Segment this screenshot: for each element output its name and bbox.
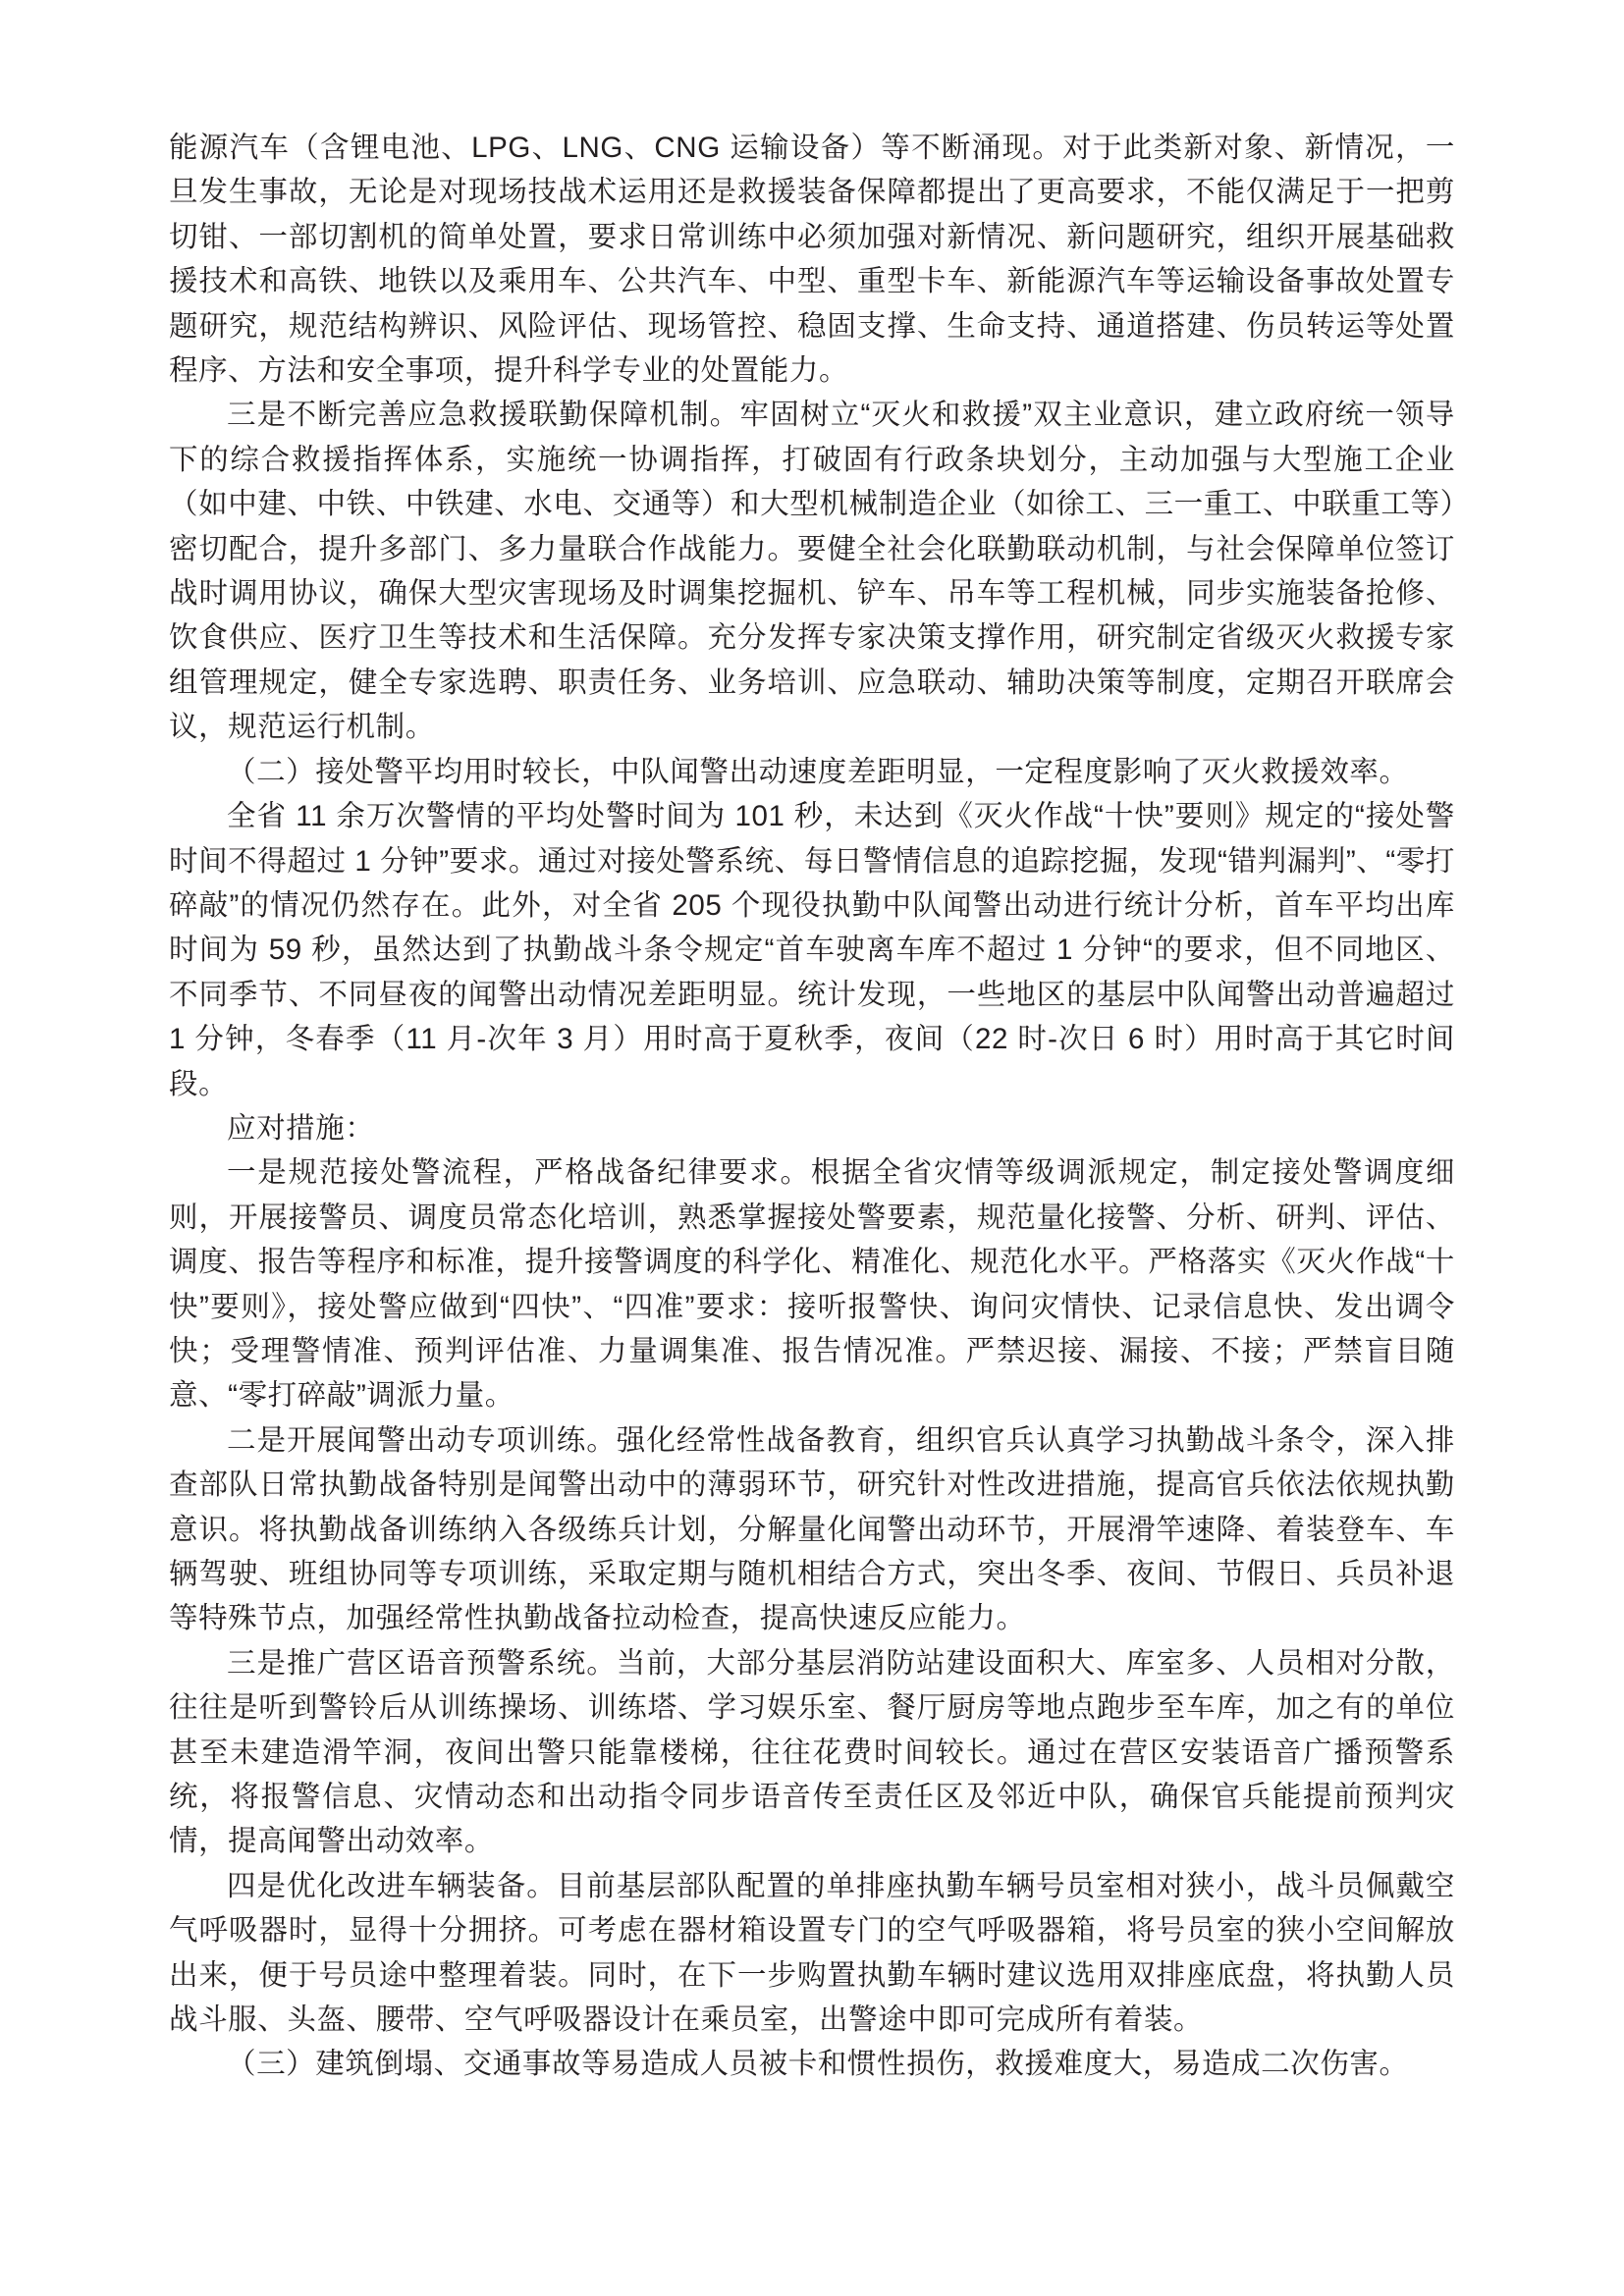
paragraph-continued-new-energy-vehicles: 能源汽车（含锂电池、LPG、LNG、CNG 运输设备）等不断涌现。对于此类新对象、新情况，一旦发生事故，无论是对现场技战术运用还是救援装备保障都提出了更高要求，不能仅满足于一把剪切钳、一部切割机的简单处置，要求日常训练中必须加强对新情况、新问题研究，组织开展基础救援技术和高铁、地铁以及乘用车、公共汽车、中型、重型卡车、新能源汽车等运输设备事故处置专题研究，规范结构辨识、风险评估、现场管控、稳固支撑、生命支持、通道搭建、伤员转运等处置程序、方法和安全事项，提升科学专业的处置能力。	[169, 132, 1455, 388]
paragraph-section-three-heading: （三）建筑倒塌、交通事故等易造成人员被卡和惯性损伤，救援难度大，易造成二次伤害。	[227, 2048, 1409, 2081]
paragraph-measure-one-standardize: 一是规范接处警流程，严格战备纪律要求。根据全省灾情等级调派规定，制定接处警调度细则，开展接警员、调度员常态化培训，熟悉掌握接处警要素，规范量化接警、分析、研判、评估、调度、报告等程序和标准，提升接警调度的科学化、精准化、规范化水平。严格落实《灭火作战“十快”要则》，接处警应做到“四快”、“四准”要求：接听报警快、询问灾情快、记录信息快、发出调令快；受理警情准、预判评估准、力量调集准、报告情况准。严禁迟接、漏接、不接；严禁盲目随意、“零打碎敲”调派力量。	[169, 1156, 1455, 1413]
paragraph-measure-two-training: 二是开展闻警出动专项训练。强化经常性战备教育，组织官兵认真学习执勤战斗条令，深入排查部队日常执勤战备特别是闻警出动中的薄弱环节，研究针对性改进措施，提高官兵依法依规执勤意识。将执勤战备训练纳入各级练兵计划，分解量化闻警出动环节，开展滑竿速降、着装登车、车辆驾驶、班组协同等专项训练，采取定期与随机相结合方式，突出冬季、夜间、节假日、兵员补退等特殊节点，加强经常性执勤战备拉动检查，提高快速反应能力。	[169, 1423, 1455, 1635]
paragraph-measure-three-voice-alarm: 三是推广营区语音预警系统。当前，大部分基层消防站建设面积大、库室多、人员相对分散，往往是听到警铃后从训练操场、训练塔、学习娱乐室、餐厅厨房等地点跑步至车库，加之有的单位甚至未建造滑竿洞，夜间出警只能靠楼梯，往往花费时间较长。通过在营区安装语音广播预警系统，将报警信息、灾情动态和出动指令同步语音传至责任区及邻近中队，确保官兵能提前预判灾情，提高闻警出动效率。	[169, 1646, 1455, 1858]
paragraph-section-two-analysis: 全省 11 余万次警情的平均处警时间为 101 秒，未达到《灭火作战“十快”要则》规定的“接处警时间不得超过 1 分钟”要求。通过对接处警系统、每日警情信息的追踪挖掘，发现“错判漏判”、“零打碎敲”的情况仍然存在。此外，对全省 205 个现役执勤中队闻警出动进行统计分析，首车平均出库时间为 59 秒，虽然达到了执勤战斗条令规定“首车驶离车库不超过 1 分钟“的要求，但不同地区、不同季节、不同昼夜的闻警出动情况差距明显。统计发现，一些地区的基层中队闻警出动普遍超过 1 分钟，冬春季（11 月-次年 3 月）用时高于夏秋季，夜间（22 时-次日 6 时）用时高于其它时间段。	[169, 800, 1455, 1100]
paragraph-item-three-joint-logistics: 三是不断完善应急救援联勤保障机制。牢固树立“灭火和救援”双主业意识，建立政府统一领导下的综合救援指挥体系，实施统一协调指挥，打破固有行政条块划分，主动加强与大型施工企业（如中建、中铁、中铁建、水电、交通等）和大型机械制造企业（如徐工、三一重工、中联重工等）密切配合，提升多部门、多力量联合作战能力。要健全社会化联勤联动机制，与社会保障单位签订战时调用协议，确保大型灾害现场及时调集挖掘机、铲车、吊车等工程机械，同步实施装备抢修、饮食供应、医疗卫生等技术和生活保障。充分发挥专家决策支撑作用，研究制定省级灭火救援专家组管理规定，健全专家选聘、职责任务、业务培训、应急联动、辅助决策等制度，定期召开联席会议，规范运行机制。	[169, 399, 1455, 744]
paragraph-measure-four-vehicle-equipment: 四是优化改进车辆装备。目前基层部队配置的单排座执勤车辆号员室相对狭小，战斗员佩戴空气呼吸器时，显得十分拥挤。可考虑在器材箱设置专门的空气呼吸器箱，将号员室的狭小空间解放出来，便于号员途中整理着装。同时，在下一步购置执勤车辆时建议选用双排座底盘，将执勤人员战斗服、头盔、腰带、空气呼吸器设计在乘员室，出警途中即可完成所有着装。	[169, 1869, 1455, 2037]
document-text-column	[169, 126, 1455, 2087]
paragraph-countermeasures-label: 应对措施：	[227, 1111, 375, 1145]
paragraph-section-two-heading: （二）接处警平均用时较长，中队闻警出动速度差距明显，一定程度影响了灭火救援效率。	[227, 755, 1409, 788]
